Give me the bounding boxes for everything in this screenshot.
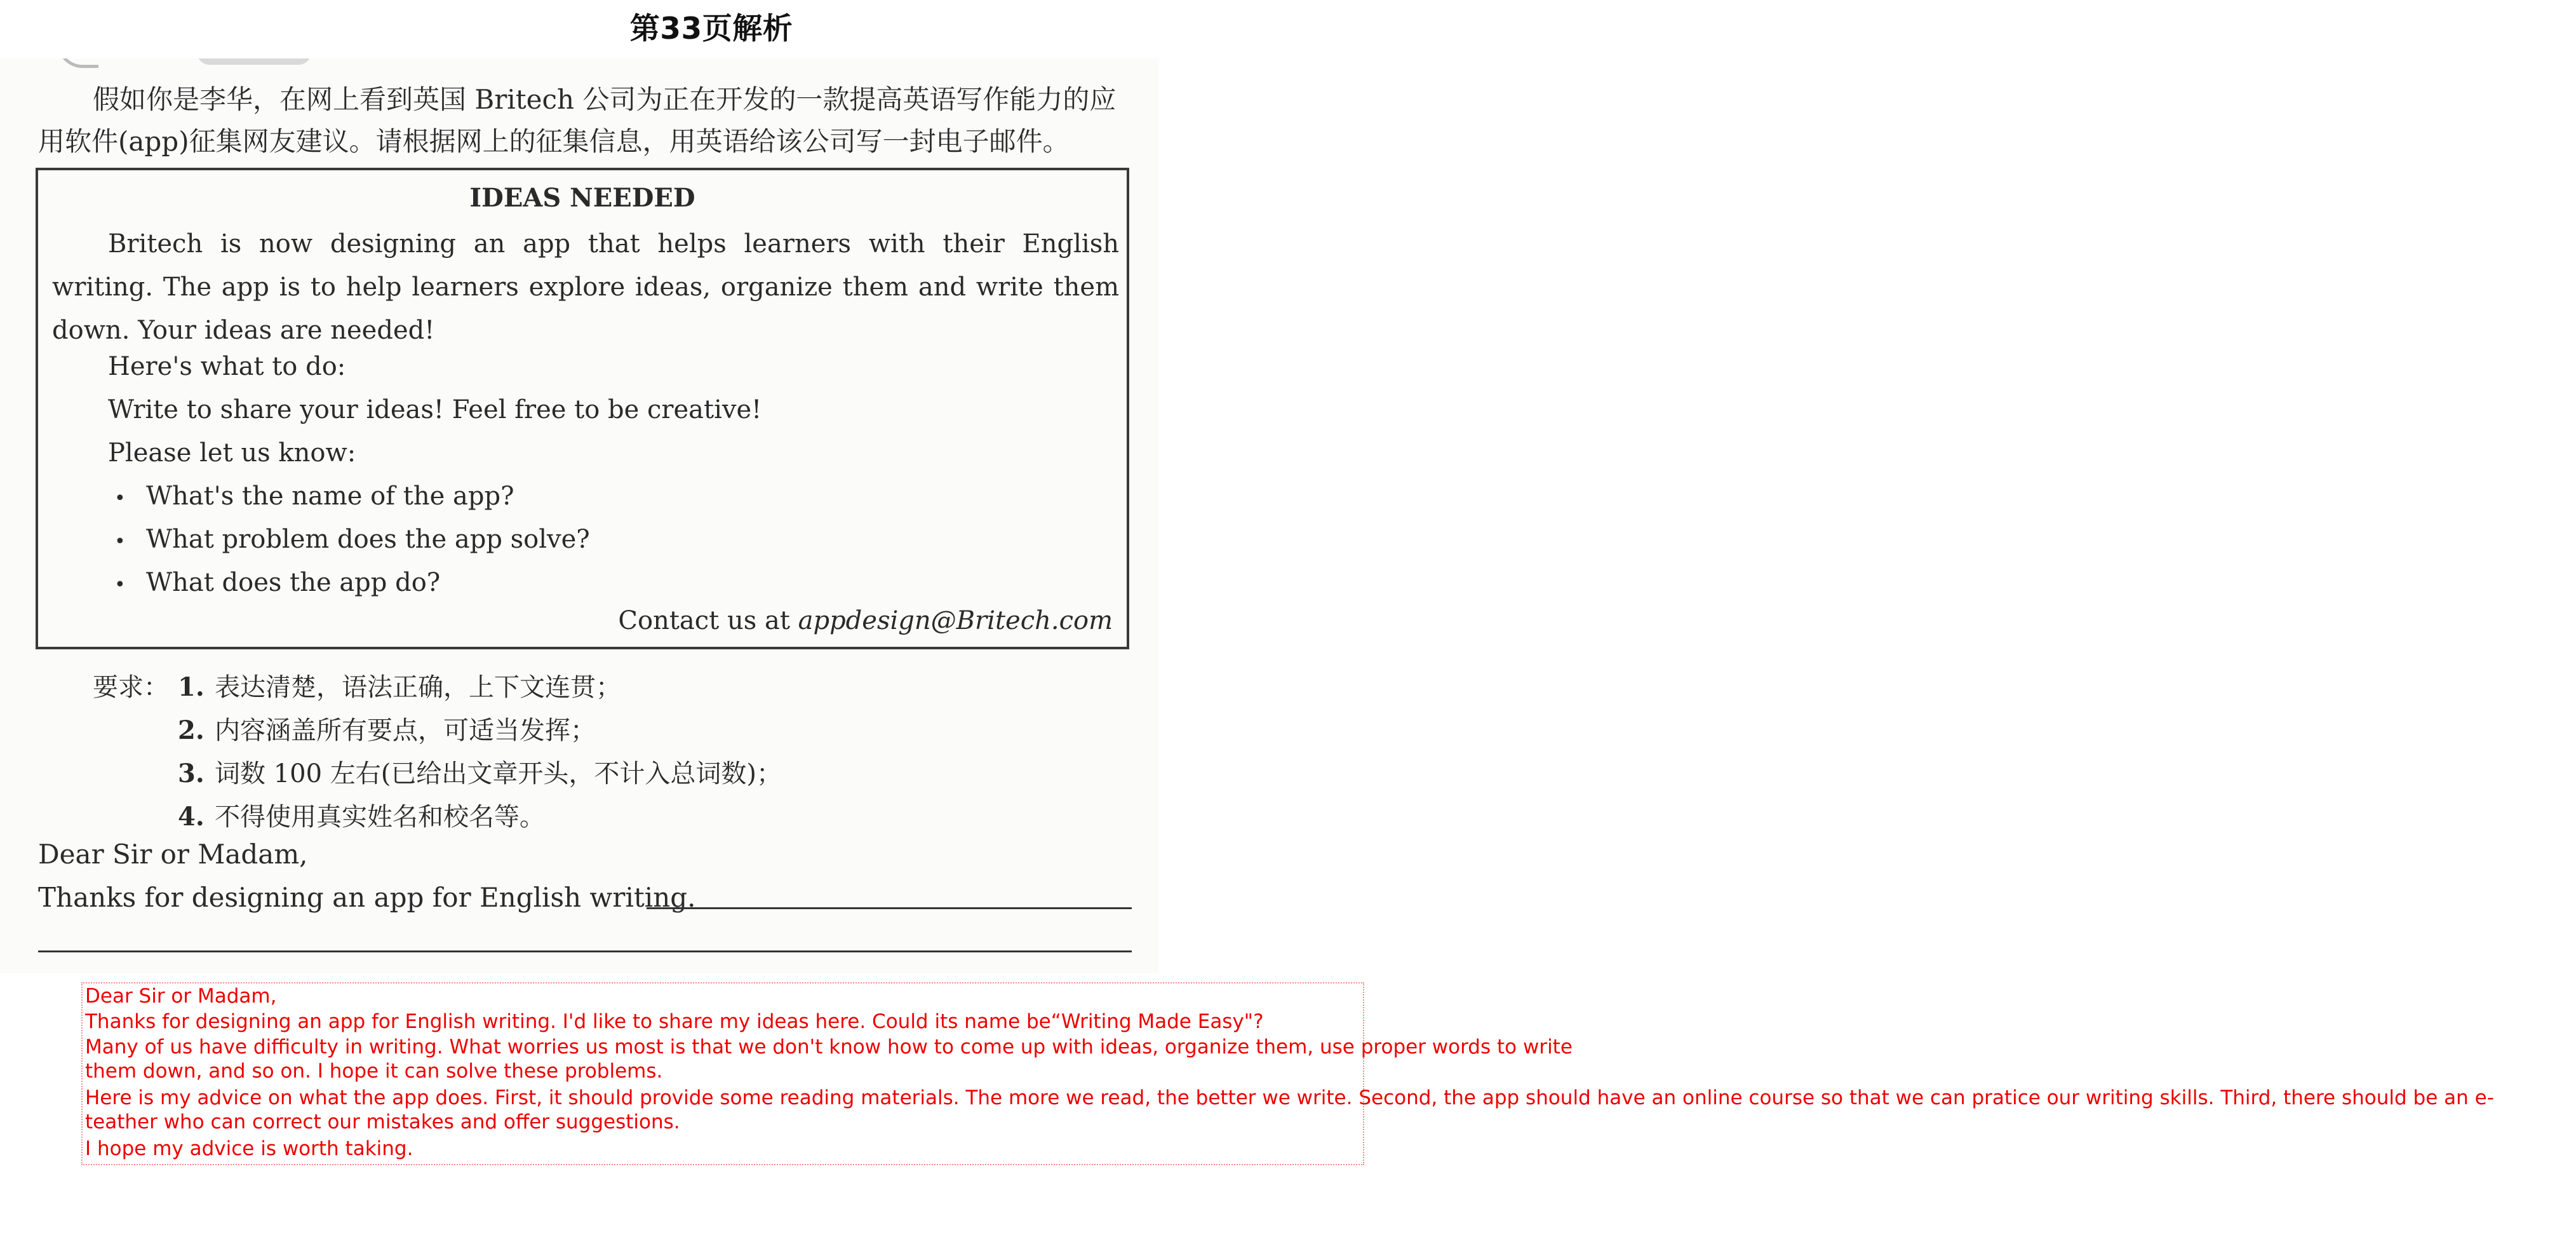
requirement-number: 2. <box>178 715 205 745</box>
answer-box <box>81 982 2494 1165</box>
requirement-item <box>178 797 545 833</box>
contact-line <box>618 606 1113 635</box>
answer-line: Many of us have difficulty in writing. What worries us most is that we don't know how to come up with ideas, organize them, use proper words to write <box>85 1036 1573 1058</box>
bullet-item <box>114 482 514 511</box>
bullet-text: What's the name of the app? <box>146 482 514 511</box>
bullet-text: What problem does the app solve? <box>146 525 590 554</box>
ideas-needed-box <box>36 168 1129 649</box>
scanned-question-image <box>0 58 1158 973</box>
requirement-item <box>178 710 596 747</box>
letter-salutation: Dear Sir or Madam, <box>38 839 308 870</box>
bullet-dot: • <box>114 574 126 596</box>
requirement-text: 词数 100 左右(已给出文章开头，不计入总词数)； <box>215 759 782 788</box>
requirement-text: 表达清楚，语法正确，上下文连贯； <box>215 673 621 702</box>
answer-blank-line <box>38 950 1132 952</box>
bullet-item <box>114 568 440 597</box>
requirement-number: 4. <box>178 802 205 832</box>
bullet-dot: • <box>114 531 126 553</box>
requirement-number: 3. <box>178 759 205 788</box>
requirement-item <box>178 754 782 790</box>
decorative-swoosh <box>57 58 98 68</box>
contact-email: appdesign@Britech.com <box>798 606 1113 635</box>
intro-line-2: 用软件(app)征集网友建议。请根据网上的征集信息，用英语给该公司写一封电子邮件。 <box>38 126 1070 157</box>
answer-blank-line <box>647 907 1132 909</box>
box-title: IDEAS NEEDED <box>469 183 695 213</box>
cropped-header-fragment <box>51 58 305 71</box>
requirement-number: 1. <box>178 672 205 702</box>
requirement-item <box>178 667 621 703</box>
answer-line: Thanks for designing an app for English writing. I'd like to share my ideas here. Could its name be“Writing Made Easy"? <box>85 1010 1264 1033</box>
requirement-text: 不得使用真实姓名和校名等。 <box>215 802 545 832</box>
page-title: 第33页解析 <box>629 11 793 46</box>
requirements-label: 要求： <box>93 673 169 702</box>
answer-line: I hope my advice is worth taking. <box>85 1137 413 1160</box>
what-to-do-line: Here's what to do: <box>108 352 346 381</box>
requirement-text: 内容涵盖所有要点，可适当发挥； <box>215 716 596 745</box>
bullet-dot: • <box>114 487 126 510</box>
box-paragraph <box>52 222 1119 352</box>
answer-line: them down, and so on. I hope it can solve these problems. <box>85 1060 663 1083</box>
intro-line-1: 假如你是李华，在网上看到英国 Britech 公司为正在开发的一款提高英语写作能力的应 <box>93 84 1117 115</box>
share-line: Write to share your ideas! Feel free to be creative! <box>108 395 762 424</box>
answer-line: Here is my advice on what the app does. First, it should provide some reading materials. The more we read, the better we write. Second, the app should have an online course so that we can pratice our writing skills. Third, there should be an e- <box>85 1086 2494 1109</box>
bullet-item <box>114 525 590 554</box>
question-intro <box>38 79 1137 163</box>
contact-prefix: Contact us at <box>618 606 790 635</box>
answer-line: Dear Sir or Madam, <box>85 985 277 1008</box>
letter-opening: Thanks for designing an app for English writing. <box>38 882 696 913</box>
decorative-blob <box>197 58 311 65</box>
box-paragraph-text: Britech is now designing an app that helps learners with their English writing. The app is to help learners explore ideas, organize them and write them down. Your ideas are needed! <box>52 229 1119 345</box>
bullet-text: What does the app do? <box>146 568 441 597</box>
answer-line: teather who can correct our mistakes and offer suggestions. <box>85 1111 680 1133</box>
let-us-know-line: Please let us know: <box>108 438 356 468</box>
